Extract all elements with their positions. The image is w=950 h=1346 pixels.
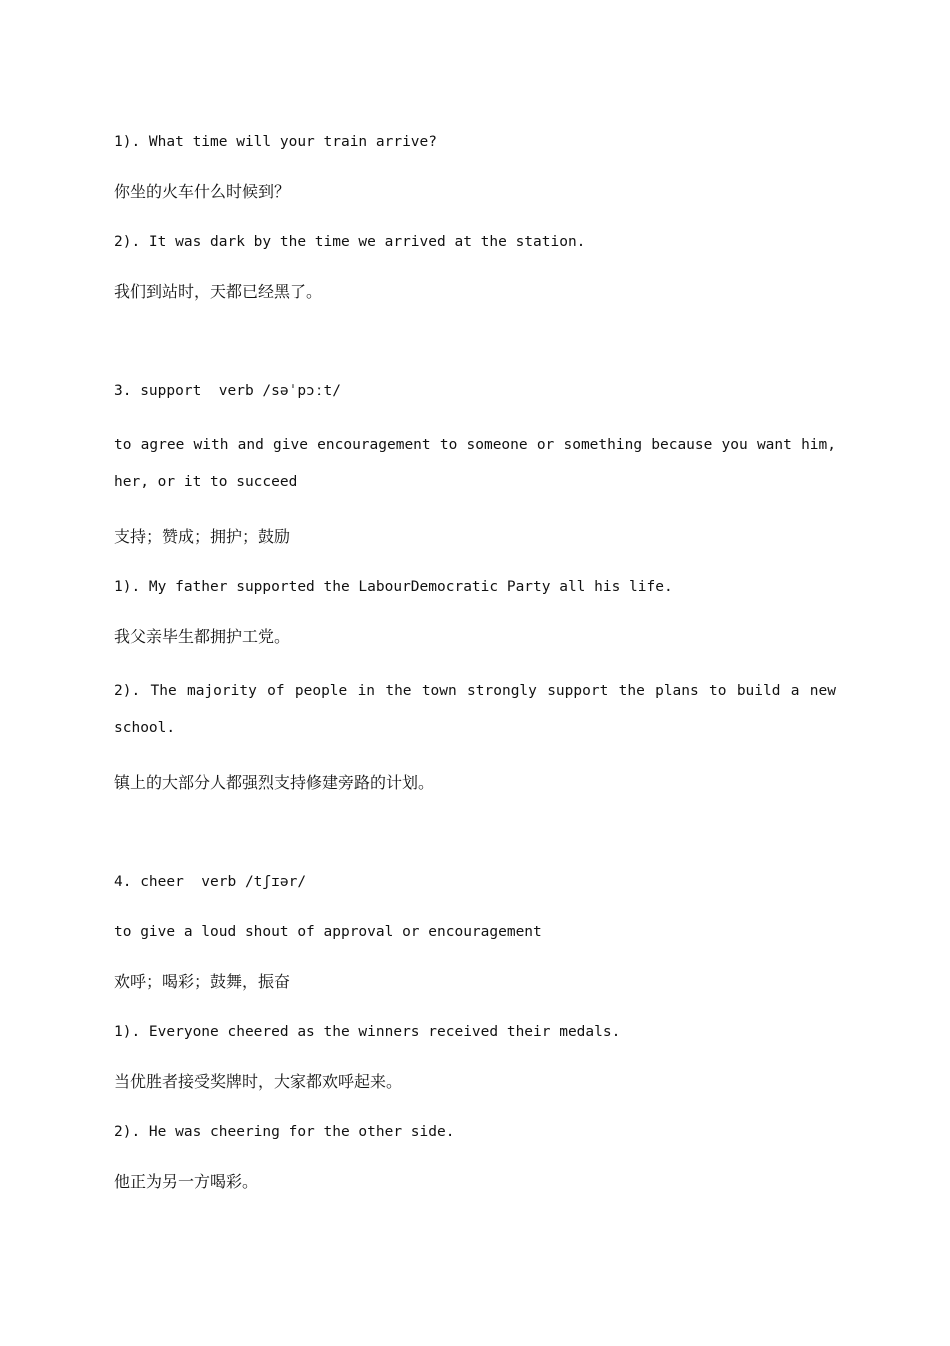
example-sentence-en: 1). Everyone cheered as the winners received their medals. [114,1024,621,1040]
example-sentence-en: 2). It was dark by the time we arrived at the station. [114,234,586,250]
entry-headword: 4. cheer verb /tʃɪər/ [114,874,307,890]
document-body [114,128,845,1218]
section-spacer [114,819,836,868]
example-sentence-zh: 当优胜者接受奖牌时，大家都欢呼起来。 [114,1072,403,1091]
entry-definition: to give a loud shout of approval or encouragement [114,924,542,940]
entry-translation: 欢呼；喝彩；鼓舞，振奋 [114,972,291,991]
example-sentence-zh: 你坐的火车什么时候到？ [114,182,291,201]
example-sentence-en: 1). My father supported the LabourDemocratic Party all his life. [114,579,673,595]
example-sentence-zh: 镇上的大部分人都强烈支持修建旁路的计划。 [114,773,435,792]
example-sentence-zh: 我父亲毕生都拥护工党。 [114,627,291,646]
entry-headword: 3. support verb /səˈpɔːt/ [114,383,341,399]
entry-definition: to agree with and give encouragement to someone or something because you want him, her, or it to succeed [114,437,845,490]
example-sentence-zh: 我们到站时，天都已经黑了。 [114,282,323,301]
section-spacer [114,328,836,377]
example-sentence-en: 2). He was cheering for the other side. [114,1124,455,1140]
example-sentence-en: 2). The majority of people in the town strongly support the plans to build a new school. [114,683,845,736]
entry-translation: 支持；赞成；拥护；鼓励 [114,527,291,546]
example-sentence-en: 1). What time will your train arrive? [114,134,438,150]
example-sentence-zh: 他正为另一方喝彩。 [114,1172,259,1191]
